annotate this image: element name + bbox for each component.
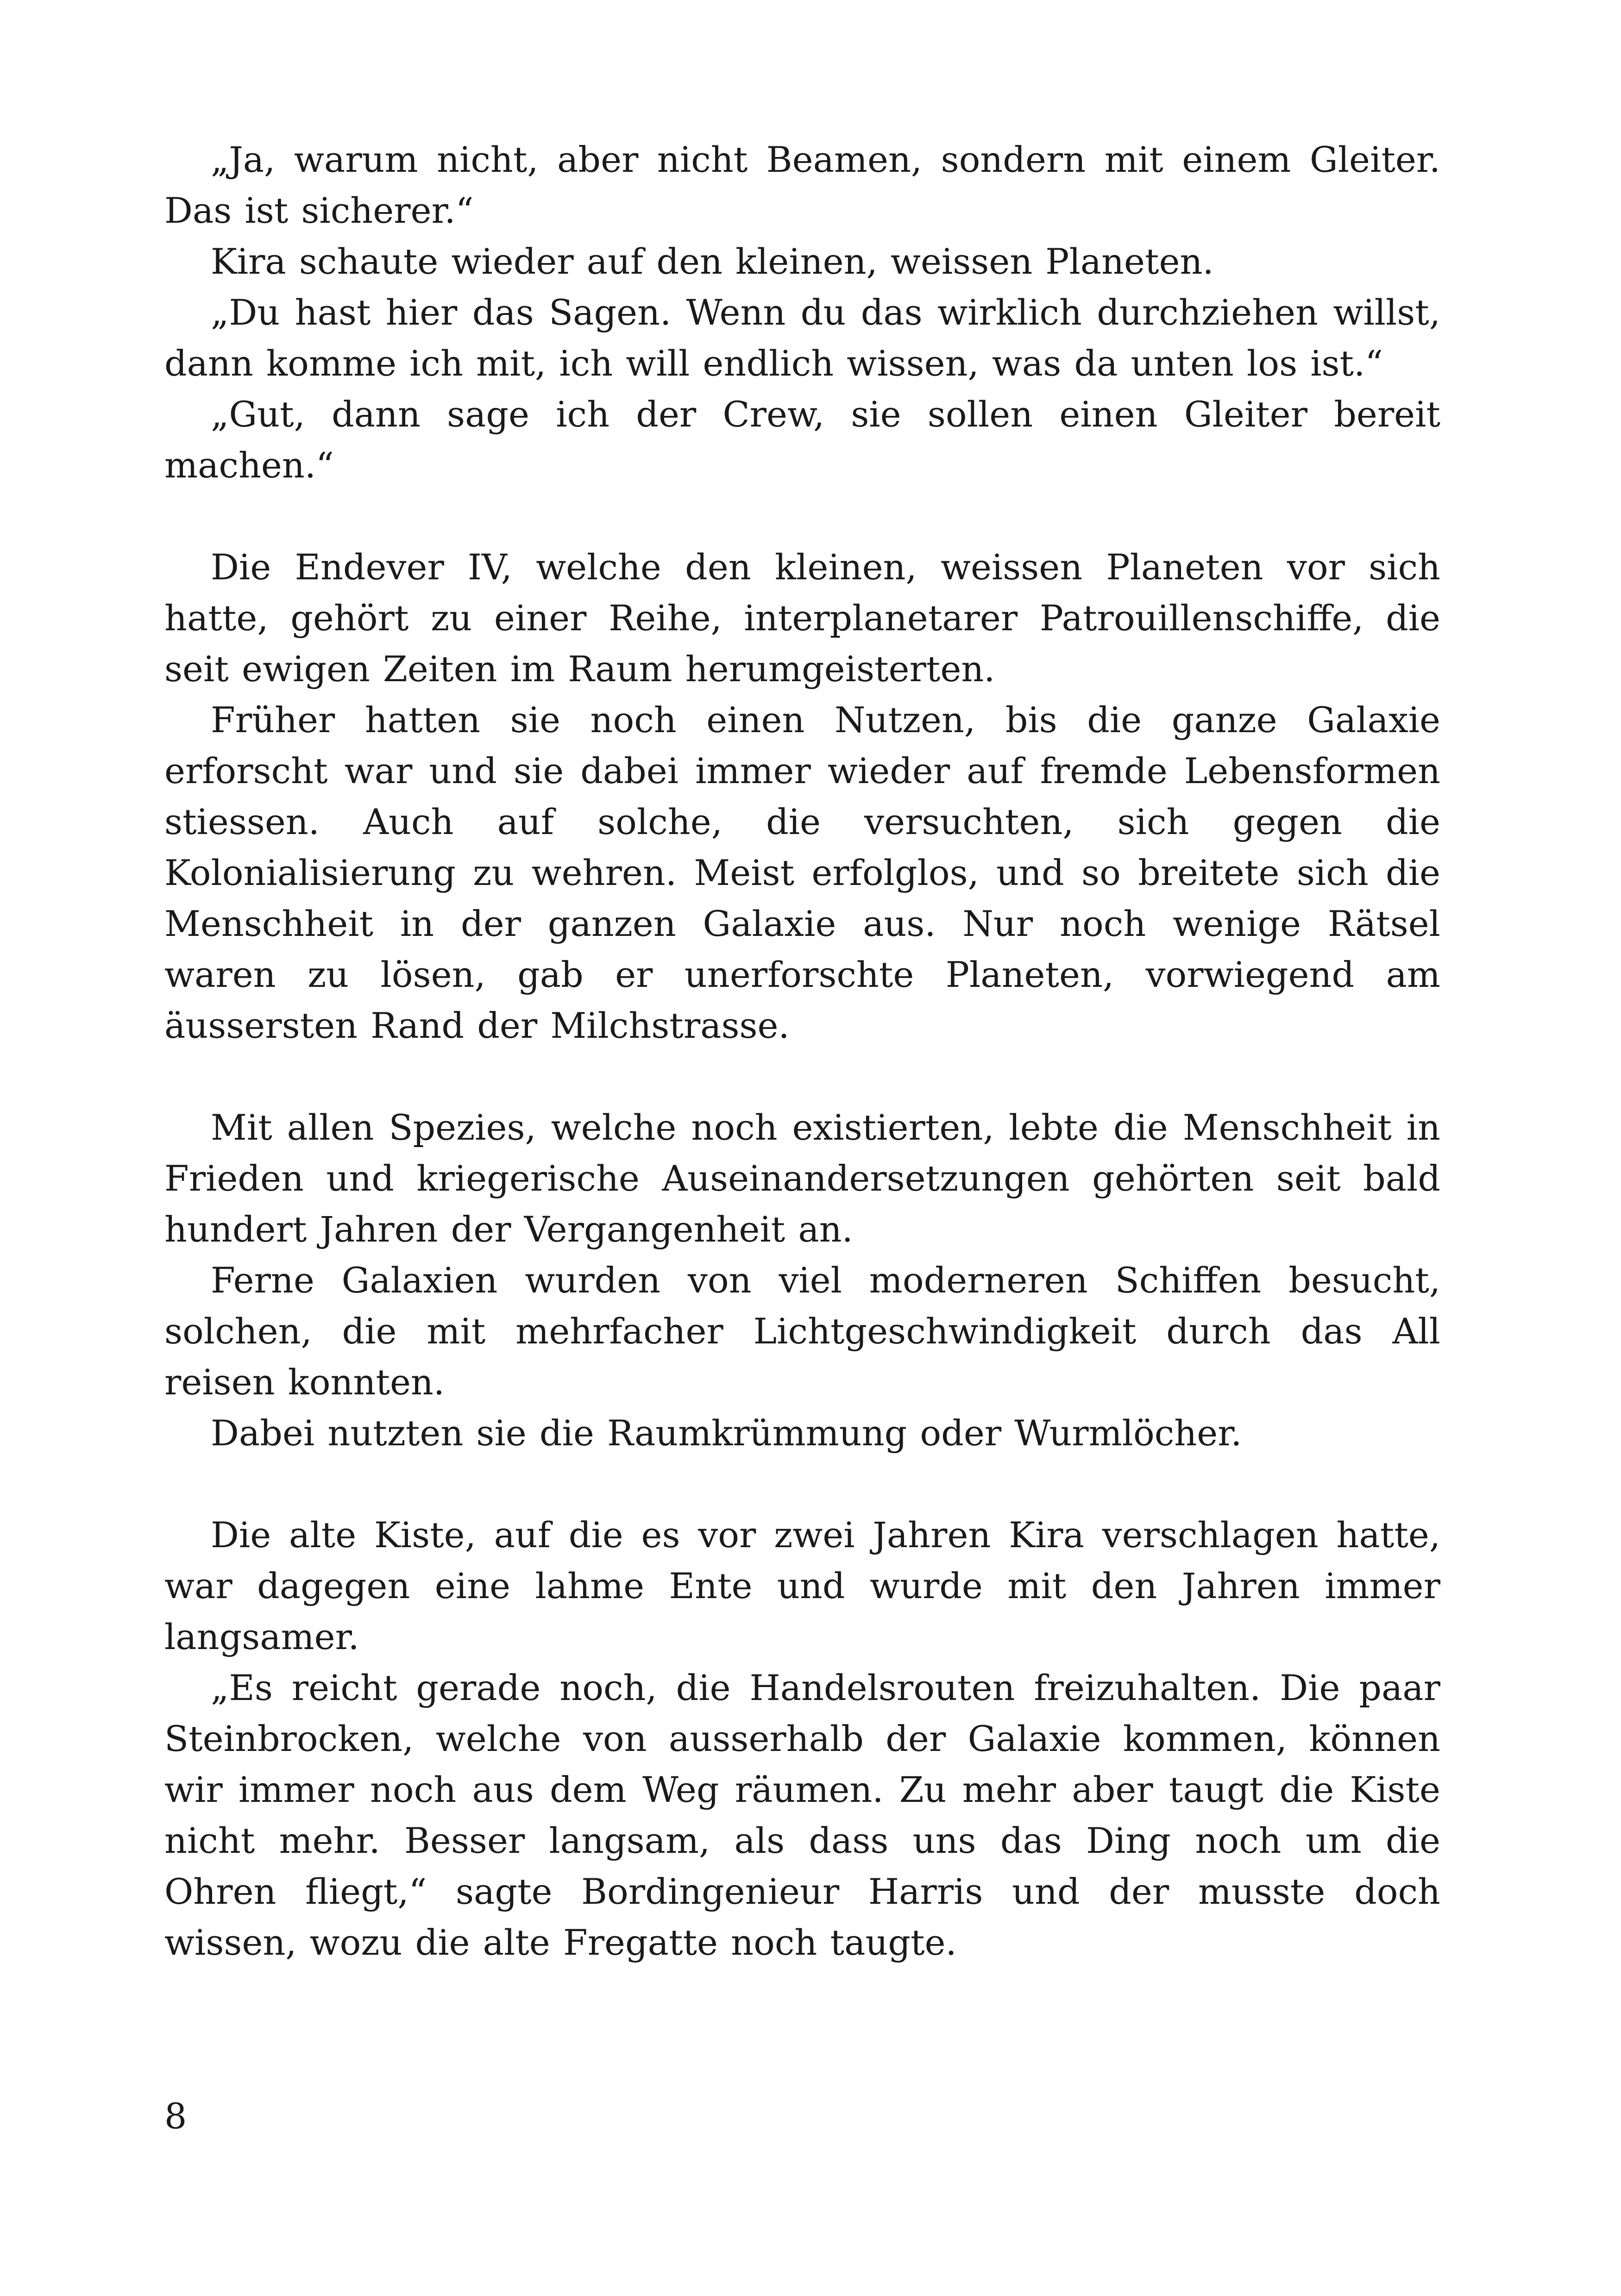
- section-break: [164, 1051, 1440, 1102]
- paragraph: Dabei nutzten sie die Raumkrümmung oder Wurmlöcher.: [211, 1412, 1242, 1454]
- page-number: 8: [164, 2095, 187, 2137]
- paragraph: Die alte Kiste, auf die es vor zwei Jahren Kira verschlagen hatte, war dagegen eine lahme Ente und wurde mit den Jahren immer langsamer.: [164, 1514, 1440, 1657]
- paragraph: Mit allen Spezies, welche noch existierten, lebte die Menschheit in Frieden und kriegerische Auseinandersetzungen gehörten seit bald hundert Jahren der Vergangenheit an.: [164, 1107, 1440, 1250]
- paragraph: „Es reicht gerade noch, die Handelsrouten freizuhalten. Die paar Steinbrocken, welche von ausserhalb der Galaxie kommen, können wir immer noch aus dem Weg räumen. Zu mehr aber taugt die Kiste nicht mehr. Besser langsam, als dass uns das Ding noch um die Ohren fliegt,“ sagte Bordingenieur Harris und der musste doch wissen, wozu die alte Fregatte noch taugte.: [164, 1667, 1440, 1963]
- paragraph: Früher hatten sie noch einen Nutzen, bis die ganze Galaxie erforscht war und sie dabei immer wieder auf fremde Lebensformen stiessen. Auch auf solche, die versuchten, sich gegen die Kolonialisierung zu wehren. Meist erfolglos, und so breitete sich die Menschheit in der ganzen Galaxie aus. Nur noch wenige Rätsel waren zu lösen, gab er unerforschte Planeten, vorwiegend am äussersten Rand der Milchstrasse.: [164, 699, 1440, 1046]
- body-text: [164, 134, 1440, 1968]
- paragraph: Ferne Galaxien wurden von viel moderneren Schiffen besucht, solchen, die mit mehrfacher Lichtgeschwindigkeit durch das All reisen konnten.: [164, 1260, 1440, 1403]
- paragraph: Kira schaute wieder auf den kleinen, weissen Planeten.: [211, 241, 1214, 282]
- paragraph: „Gut, dann sage ich der Crew, sie sollen einen Gleiter bereit machen.“: [164, 394, 1440, 486]
- paragraph: Die Endever IV, welche den kleinen, weissen Planeten vor sich hatte, gehört zu einer Reihe, interplanetarer Patrouillenschiffe, die seit ewigen Zeiten im Raum herumgeisterten.: [164, 546, 1440, 690]
- paragraph: „Du hast hier das Sagen. Wenn du das wirklich durchziehen willst, dann komme ich mit, ich will endlich wissen, was da unten los ist.“: [164, 292, 1440, 384]
- section-break: [164, 1459, 1440, 1510]
- paragraph: „Ja, warum nicht, aber nicht Beamen, sondern mit einem Gleiter. Das ist sicherer.“: [164, 139, 1440, 231]
- section-break: [164, 491, 1440, 542]
